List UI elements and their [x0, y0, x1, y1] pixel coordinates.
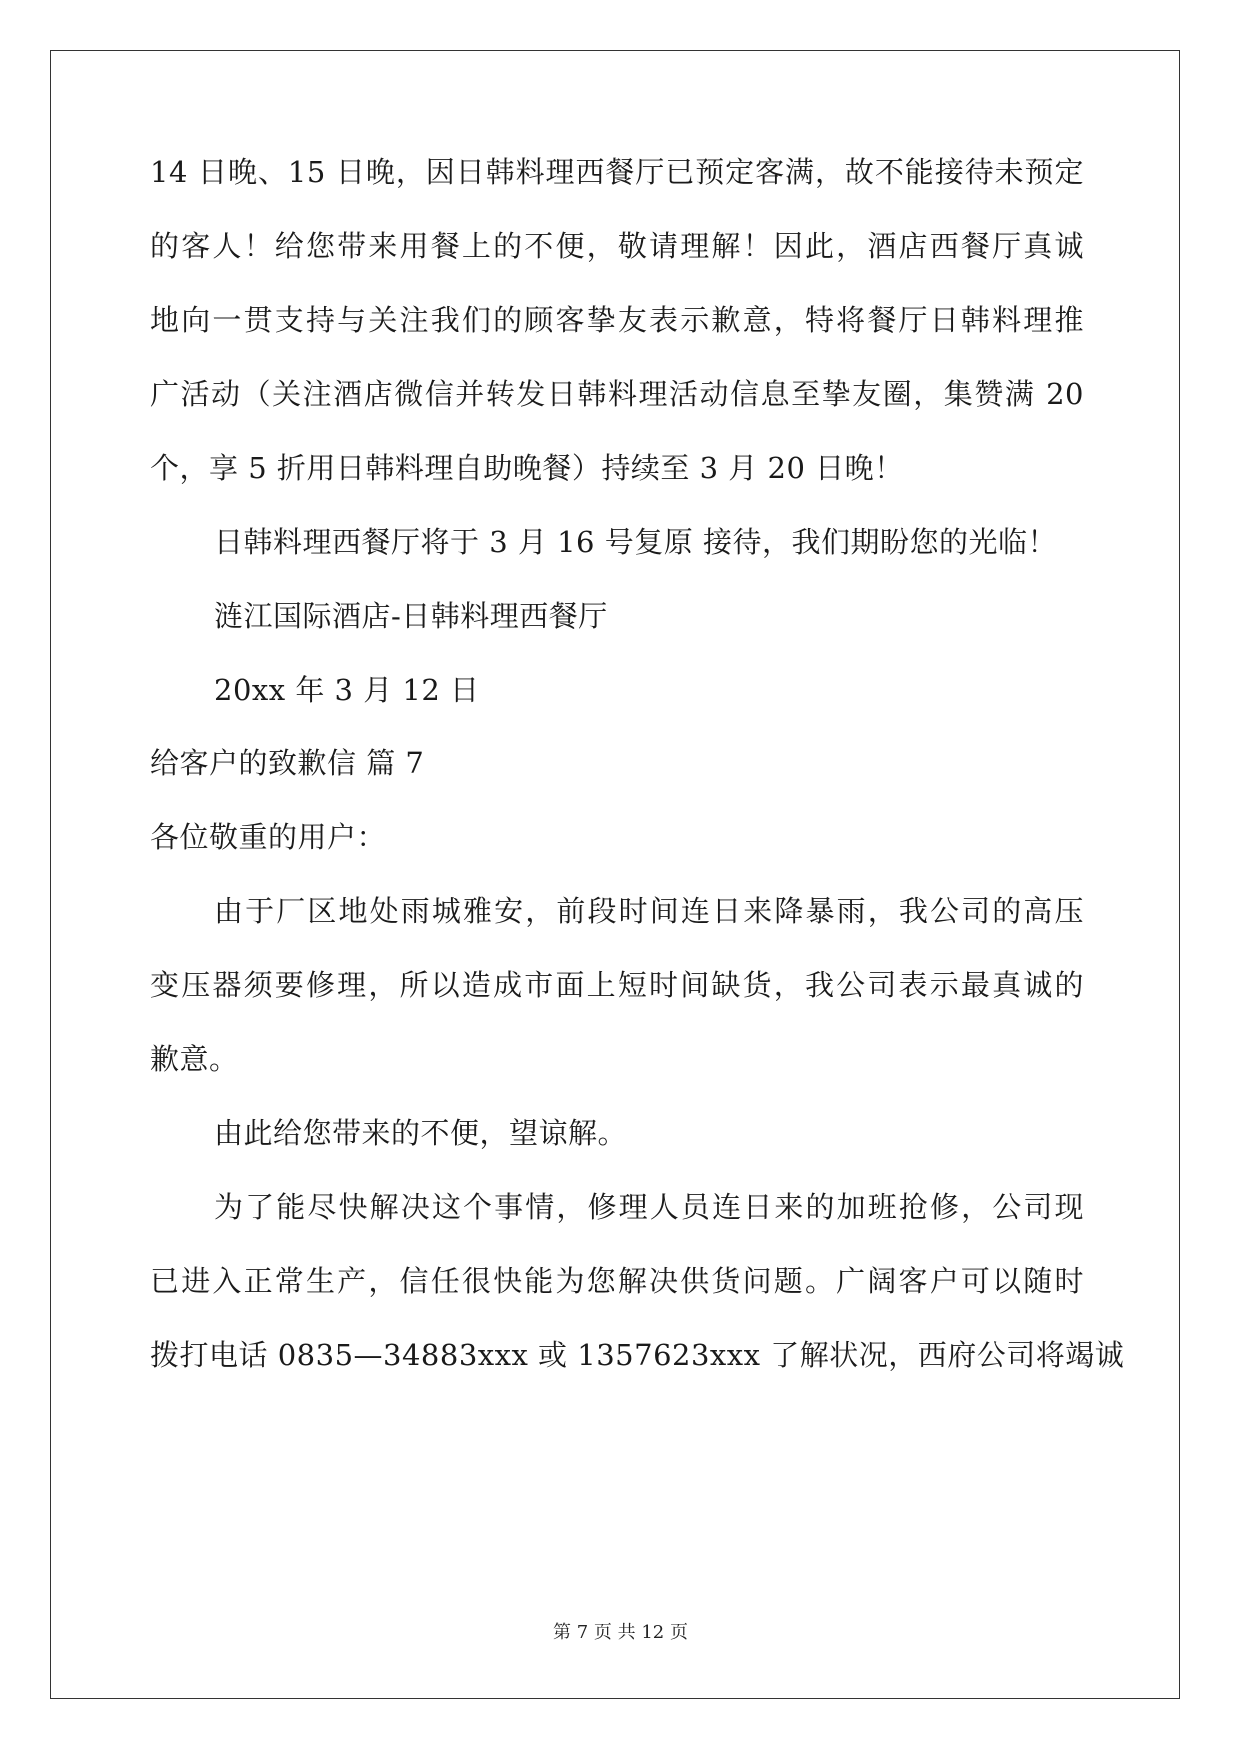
paragraph-line: 已进入正常生产，信任很快能为您解决供货问题。广阔客户可以随时 — [150, 1264, 1084, 1298]
salutation: 各位敬重的用户： — [150, 820, 387, 854]
paragraph-line: 的客人！给您带来用餐上的不便，敬请理解！因此，酒店西餐厅真诚 — [150, 229, 1084, 263]
paragraph-line: 变压器须要修理，所以造成市面上短时间缺货，我公司表示最真诚的 — [150, 968, 1084, 1002]
signature-date: 20xx 年 3 月 12 日 — [214, 673, 480, 707]
paragraph-line: 由于厂区地处雨城雅安，前段时间连日来降暴雨，我公司的高压 — [214, 894, 1084, 928]
paragraph-line: 14 日晚、15 日晚，因日韩料理西餐厅已预定客满，故不能接待未预定 — [150, 155, 1084, 189]
signature-name: 涟江国际酒店-日韩料理西餐厅 — [214, 599, 608, 633]
paragraph-line: 为了能尽快解决这个事情，修理人员连日来的加班抢修，公司现 — [214, 1190, 1084, 1224]
paragraph-line: 歉意。 — [150, 1042, 239, 1076]
paragraph-line: 日韩料理西餐厅将于 3 月 16 号复原 接待，我们期盼您的光临！ — [214, 525, 1057, 559]
page-border — [50, 50, 1180, 1699]
section-heading: 给客户的致歉信 篇 7 — [150, 746, 425, 780]
paragraph-line: 拨打电话 0835—34883xxx 或 1357623xxx 了解状况，西府公司将竭诚 — [150, 1338, 1125, 1372]
paragraph-line: 地向一贯支持与关注我们的顾客挚友表示歉意，特将餐厅日韩料理推 — [150, 303, 1084, 337]
paragraph-line: 个，享 5 折用日韩料理自助晚餐）持续至 3 月 20 日晚！ — [150, 451, 904, 485]
paragraph-line: 由此给您带来的不便，望谅解。 — [214, 1116, 628, 1150]
page-footer: 第 7 页 共 12 页 — [553, 1622, 688, 1643]
paragraph-line: 广活动（关注酒店微信并转发日韩料理活动信息至挚友圈，集赞满 20 — [150, 377, 1084, 411]
